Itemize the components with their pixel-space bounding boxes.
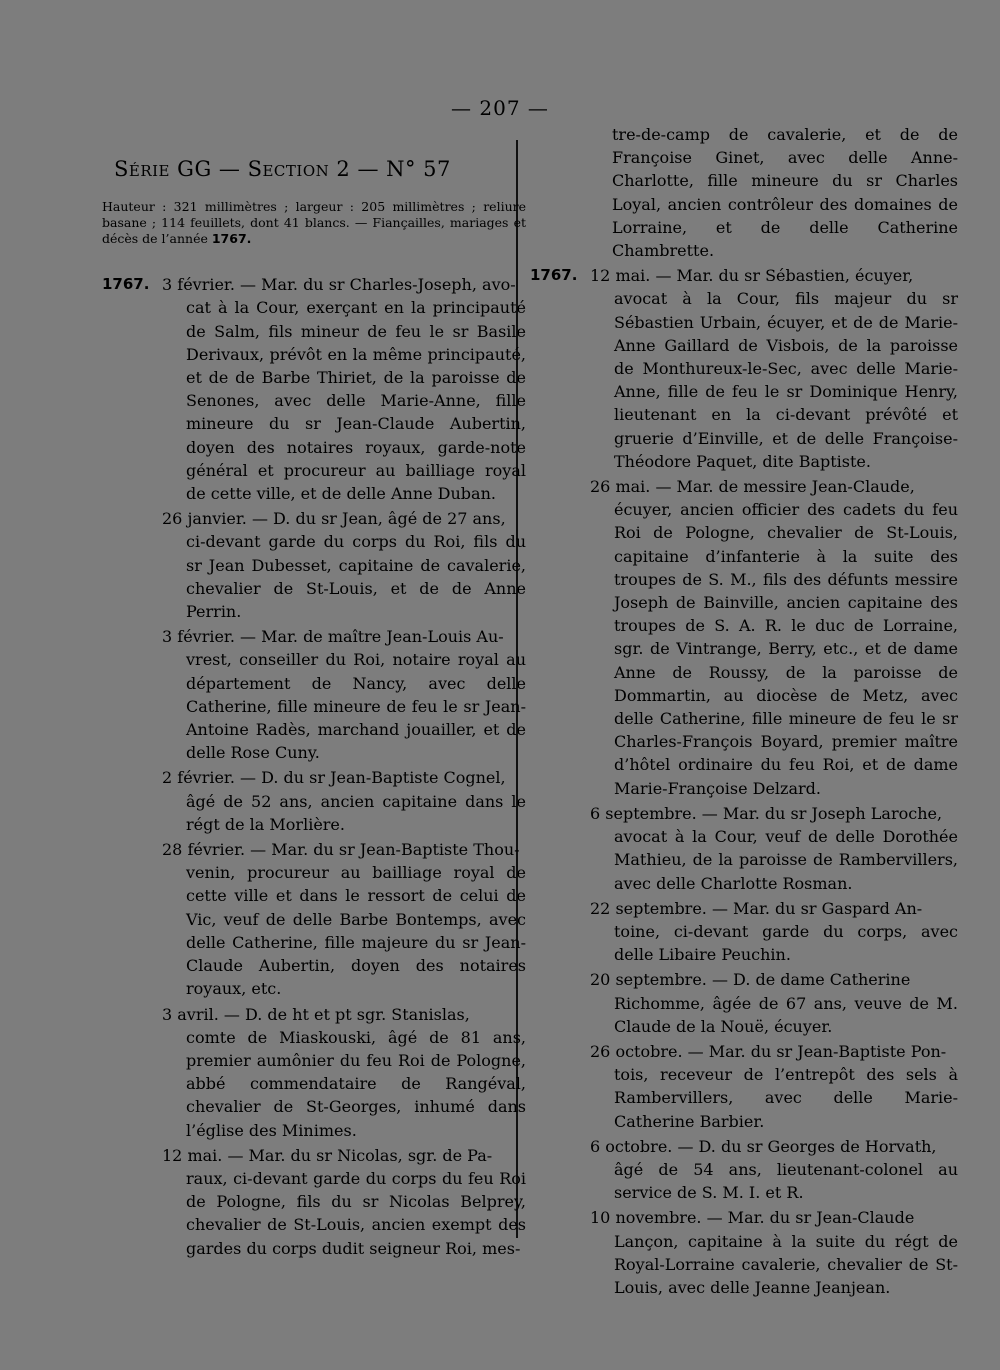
entry-first-line: 6 septembre. — Mar. du sr Joseph Laroche, (590, 803, 943, 823)
entry-first-line: 3 février. — Mar. de maître Jean-Louis Au- (162, 627, 504, 647)
description-text: Hauteur : 321 millimètres ; largeur : 205 millimètres ; reliure basane ; 114 feuillets, dont 41 blancs. — Fiançailles, mariages et décès de l’année (102, 199, 526, 247)
left-column (102, 158, 526, 1262)
entry-first-line: 22 septembre. — Mar. du sr Gaspard An- (590, 898, 923, 918)
register-entry (102, 273, 526, 505)
entry-text: âgé de 52 ans, ancien capitaine dans le régt de la Morlière. (186, 791, 526, 834)
register-entry (102, 838, 526, 1000)
entry-text: comte de Miaskouski, âgé de 81 ans, premier aumônier du feu Roi de Pologne, abbé commendataire de Rangéval, chevalier de St-Georges, inhumé dans l’église des Minimes. (186, 1027, 526, 1140)
register-entry (102, 766, 526, 836)
entry-first-line: 26 octobre. — Mar. du sr Jean-Baptiste Pon- (590, 1041, 947, 1061)
register-entry (530, 1135, 958, 1205)
entry-first-line: 12 mai. — Mar. du sr Nicolas, sgr. de Pa- (162, 1145, 493, 1165)
register-entry (102, 1003, 526, 1142)
entry-text: écuyer, ancien officier des cadets du feu Roi de Pologne, chevalier de St-Louis, capitaine d’infanterie à la suite des troupes de S. M., fils des défunts messire Joseph de Bainville, ancien capitaine des troupes de S. A. R. le duc de Lorraine, sgr. de Vintrange, Berry, etc., et de dame Anne de Roussy, de la paroisse de Dommartin, au diocèse de Metz, avec delle Catherine, fille mineure de feu le sr Charles-François Boyard, premier maître d’hôtel ordinaire du feu Roi, et de dame Marie-Françoise Delzard. (614, 500, 958, 798)
entry-first-line: 26 janvier. — D. du sr Jean, âgé de 27 ans, (162, 509, 506, 529)
register-entry (530, 897, 958, 967)
entry-text: toine, ci-devant garde du corps, avec delle Libaire Peuchin. (614, 921, 958, 965)
entry-first-line: 3 février. — Mar. du sr Charles-Joseph, avo- (162, 275, 516, 295)
register-entry (102, 507, 526, 623)
entry-first-line: 26 mai. — Mar. de messire Jean-Claude, (590, 477, 915, 497)
description-year: 1767. (211, 231, 252, 247)
entry-first-line: 12 mai. — Mar. du sr Sébastien, écuyer, (590, 266, 914, 286)
entry-text: cat à la Cour, exerçant en la principauté de Salm, fils mineur de feu le sr Basile Derivaux, prévôt en la même principauté, et de de Barbe Thiriet, de la paroisse de Senones, avec delle Marie-Anne, fille mineure du sr Jean-Claude Aubertin, doyen des notaires royaux, garde-note général et procureur au bailliage royal de cette ville, et de delle Anne Duban. (186, 298, 526, 504)
register-entry (530, 264, 958, 473)
right-entries (530, 264, 958, 1299)
register-entry (102, 1144, 526, 1260)
entry-year: 1767. (530, 266, 578, 285)
entry-text: tois, receveur de l’entrepôt des sels à Rambervillers, avec delle Marie-Catherine Barbier. (614, 1065, 958, 1131)
series-heading (114, 158, 526, 181)
register-entry (530, 968, 958, 1038)
register-entry (102, 625, 526, 764)
entry-text: Richomme, âgée de 67 ans, veuve de M. Claude de la Nouë, écuyer. (614, 993, 958, 1036)
left-entries (102, 273, 526, 1260)
entry-year: 1767. (102, 275, 150, 294)
register-description (102, 199, 526, 247)
entry-text: avocat à la Cour, veuf de delle Dorothée Mathieu, de la paroisse de Rambervillers, avec delle Charlotte Rosman. (614, 827, 958, 893)
entry-first-line: 10 novembre. — Mar. du sr Jean-Claude (590, 1208, 915, 1228)
entry-first-line: 6 octobre. — D. du sr Georges de Horvath, (590, 1136, 937, 1156)
entry-text: avocat à la Cour, fils majeur du sr Sébastien Urbain, écuyer, et de de Marie-Anne Gaillard de Visbois, de la paroisse de Monthureux-le-Sec, avec delle Marie-Anne, fille de feu le sr Dominique Henry, lieutenant en la ci-devant prévôté et gruerie d’Einville, et de delle Françoise-Théodore Paquet, dite Baptiste. (614, 289, 958, 471)
register-entry (530, 802, 958, 895)
entry-text: ci-devant garde du corps du Roi, fils du sr Jean Dubesset, capitaine de cavalerie, chevalier de St-Louis, et de de Anne Perrin. (186, 532, 526, 622)
entry-first-line: 3 avril. — D. de ht et pt sgr. Stanislas, (162, 1004, 470, 1024)
entry-text: raux, ci-devant garde du corps du feu Roi de Pologne, fils du sr Nicolas Belprey, chevalier de St-Louis, ancien exempt des gardes du corps dudit seigneur Roi, mes- (186, 1168, 526, 1258)
entry-first-line: 20 septembre. — D. de dame Catherine (590, 970, 911, 990)
entry-first-line: 28 février. — Mar. du sr Jean-Baptiste Thou- (162, 840, 520, 860)
page-number: — 207 — (451, 96, 549, 120)
continuation-text: tre-de-camp de cavalerie, et de de Françoise Ginet, avec delle Anne-Charlotte, fille mineure du sr Charles Loyal, ancien contrôleur des domaines de Lorraine, et de delle Catherine Chambrette. (612, 125, 958, 261)
entry-text: âgé de 54 ans, lieutenant-colonel au service de S. M. I. et R. (614, 1159, 958, 1203)
series-title: Série GG — Section 2 — N° 57 (114, 157, 451, 181)
register-entry (530, 475, 958, 800)
entry-first-line: 2 février. — D. du sr Jean-Baptiste Cognel, (162, 768, 506, 788)
entry-text: vrest, conseiller du Roi, notaire royal au département de Nancy, avec delle Catherine, fille mineure de feu le sr Jean-Antoine Radès, marchand jouailler, et de delle Rose Cuny. (186, 650, 526, 763)
entry-text: Lançon, capitaine à la suite du régt de Royal-Lorraine cavalerie, chevalier de St-Louis, avec delle Jeanne Jeanjean. (614, 1231, 958, 1297)
register-entry (530, 1040, 958, 1133)
entry-text: venin, procureur au bailliage royal de cette ville et dans le ressort de celui de Vic, veuf de delle Barbe Bontemps, avec delle Catherine, fille majeure du sr Jean-Claude Aubertin, doyen des notaires royaux, etc. (186, 863, 526, 999)
right-column (530, 123, 958, 1301)
register-entry (530, 1206, 958, 1299)
